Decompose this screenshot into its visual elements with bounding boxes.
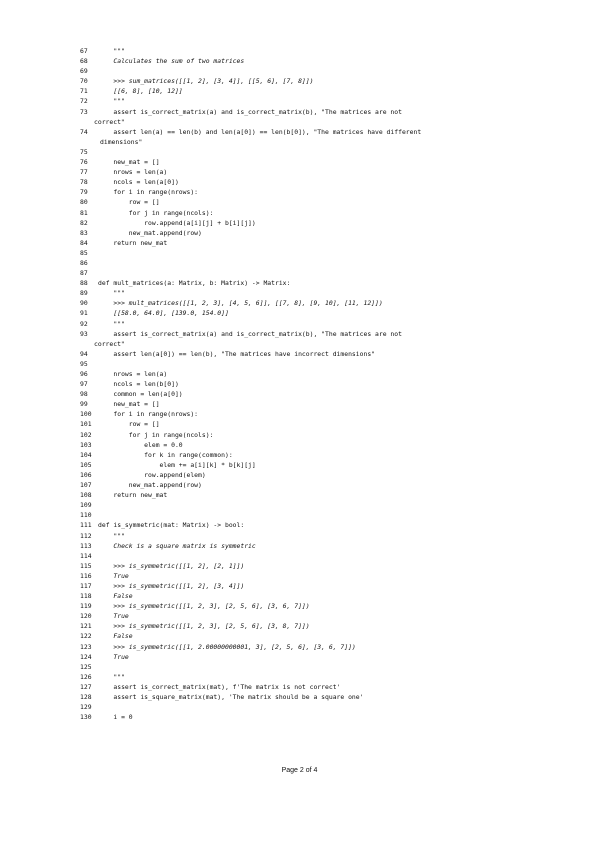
code-text: for k in range(common):: [98, 450, 233, 459]
code-line: [0, 510, 599, 520]
code-line: [0, 561, 599, 571]
code-line: [0, 268, 599, 278]
code-text: ncols = len(a[0]): [98, 178, 179, 187]
line-number: 129: [80, 703, 92, 712]
line-number: 107: [80, 481, 92, 490]
code-text: Check is a square matrix is symmetric: [98, 541, 256, 550]
line-number: 99: [80, 400, 88, 409]
code-line: [0, 177, 599, 187]
code-line: [0, 319, 599, 329]
code-line: [0, 500, 599, 510]
line-number: 92: [80, 319, 88, 328]
line-number: 130: [80, 713, 92, 722]
code-text: """: [98, 97, 125, 106]
code-text: correct": [94, 339, 125, 348]
code-line: [0, 86, 599, 96]
line-number: 102: [80, 430, 92, 439]
code-line: [0, 460, 599, 470]
code-line: [0, 581, 599, 591]
line-number: 112: [80, 531, 92, 540]
line-number: 88: [80, 279, 88, 288]
code-text: nrows = len(a): [98, 168, 168, 177]
code-text: for j in range(ncols):: [98, 430, 214, 439]
code-text: assert len(a) == len(b) and len(a[0]) == len(b[0]), "The matrices have different: [98, 127, 422, 136]
code-line: [0, 631, 599, 641]
line-number: 96: [80, 370, 88, 378]
code-line: [0, 702, 599, 712]
code-line: [0, 430, 599, 440]
code-text: def mult_matrices(a: Matrix, b: Matrix) -> Matrix:: [98, 279, 291, 288]
line-number: 87: [80, 269, 88, 278]
line-number: 78: [80, 178, 88, 187]
code-text: [[6, 8], [10, 12]]: [98, 87, 183, 96]
code-line: [0, 621, 599, 631]
line-number: 86: [80, 258, 88, 267]
code-text: row.append(a[i][j] + b[i][j]): [98, 218, 256, 227]
code-text: >>> is_symmetric([[1, 2], [3, 4]]): [98, 581, 245, 590]
code-line: [0, 248, 599, 258]
code-text: new_mat = []: [98, 158, 160, 167]
line-number: 116: [80, 571, 92, 580]
code-text: """: [98, 672, 125, 681]
code-text: False: [98, 592, 133, 601]
code-line: [0, 490, 599, 500]
line-number: 74: [80, 127, 88, 136]
code-line: [0, 419, 599, 429]
code-text: >>> sum_matrices([[1, 2], [3, 4]], [[5, 6], [7, 8]]): [98, 77, 314, 86]
code-line: [0, 167, 599, 177]
code-text: assert is_correct_matrix(mat), f'The matrix is not correct': [98, 682, 341, 691]
line-number: 83: [80, 228, 88, 237]
line-number: 68: [80, 57, 88, 66]
code-text: [[58.0, 64.0], [139.0, 154.0]]: [98, 309, 229, 318]
code-text: assert is_correct_matrix(a) and is_correct_matrix(b), "The matrices are not: [98, 107, 402, 116]
code-line: [0, 440, 599, 450]
line-number: 101: [80, 420, 92, 429]
code-line: [0, 409, 599, 419]
code-text: for i in range(nrows):: [98, 410, 199, 419]
code-line: [0, 652, 599, 662]
code-text: row.append(elem): [98, 470, 206, 479]
line-number: 76: [80, 158, 88, 167]
code-text: elem += a[i][k] * b[k][j]: [98, 460, 256, 469]
line-number: 79: [80, 188, 88, 197]
code-text: dimensions": [100, 137, 143, 146]
code-line: [0, 551, 599, 561]
line-number: 100: [80, 410, 92, 419]
code-text: for j in range(ncols):: [98, 208, 214, 217]
code-line: [0, 147, 599, 157]
line-number: 115: [80, 561, 92, 570]
line-number: 106: [80, 470, 92, 479]
code-text: >>> is_symmetric([[1, 2, 3], [2, 5, 6], [3, 6, 7]]): [98, 602, 310, 611]
line-number: 105: [80, 460, 92, 469]
code-text: elem = 0.0: [98, 440, 183, 449]
code-line: [0, 470, 599, 480]
line-number: 72: [80, 97, 88, 106]
line-number: 120: [80, 612, 92, 621]
line-number: 97: [80, 380, 88, 389]
code-text: """: [98, 319, 125, 328]
code-line: [0, 672, 599, 682]
code-text: True: [98, 571, 129, 580]
code-line: [0, 349, 599, 359]
code-line: [0, 642, 599, 652]
line-number: 111: [80, 521, 92, 530]
code-text: >>> mult_matrices([[1, 2, 3], [4, 5, 6]], [[7, 8], [9, 10], [11, 12]]): [98, 299, 383, 308]
line-number: 93: [80, 329, 88, 338]
code-text: assert is_square_matrix(mat), 'The matrix should be a square one': [98, 693, 364, 701]
code-line: [0, 56, 599, 66]
line-number: 125: [80, 662, 92, 671]
code-line: [0, 682, 599, 692]
line-number: 82: [80, 218, 88, 227]
code-line: [0, 480, 599, 490]
line-number: 128: [80, 693, 92, 701]
line-number: 119: [80, 602, 92, 611]
line-number: 85: [80, 248, 88, 257]
code-text: i = 0: [98, 713, 133, 722]
code-line: [0, 571, 599, 581]
line-number: 75: [80, 147, 88, 156]
code-text: >>> is_symmetric([[1, 2, 3], [2, 5, 6], [3, 8, 7]]): [98, 622, 310, 631]
code-text: """: [98, 289, 125, 298]
code-line: [0, 46, 599, 56]
code-text: assert is_correct_matrix(a) and is_correct_matrix(b), "The matrices are not: [98, 329, 402, 338]
line-number: 84: [80, 238, 88, 247]
code-line: [0, 531, 599, 541]
line-number: 127: [80, 682, 92, 691]
code-line: [0, 288, 599, 298]
code-line: [0, 66, 599, 76]
code-text: False: [98, 632, 133, 641]
code-text: new_mat = []: [98, 400, 160, 409]
code-line: [0, 712, 599, 722]
code-text: return new_mat: [98, 238, 168, 247]
code-text: """: [98, 47, 125, 55]
line-number: 69: [80, 67, 88, 76]
line-number: 114: [80, 551, 92, 560]
code-text: correct": [94, 117, 125, 126]
line-number: 89: [80, 289, 88, 298]
code-text: new_mat.append(row): [98, 481, 202, 490]
code-line: [0, 399, 599, 409]
code-text: def is_symmetric(mat: Matrix) -> bool:: [98, 521, 245, 530]
code-line: [0, 208, 599, 218]
code-text: nrows = len(a): [98, 370, 168, 378]
line-number: 110: [80, 511, 92, 520]
code-text: True: [98, 652, 129, 661]
code-text: True: [98, 612, 129, 621]
code-text: for i in range(nrows):: [98, 188, 199, 197]
code-line: [0, 339, 599, 349]
code-text: ncols = len(b[0]): [98, 380, 179, 389]
code-text: new_mat.append(row): [98, 228, 202, 237]
code-line: [0, 611, 599, 621]
line-number: 121: [80, 622, 92, 631]
page-number: Page 2 of 4: [281, 767, 318, 774]
code-line: [0, 76, 599, 86]
line-number: 118: [80, 592, 92, 601]
line-number: 67: [80, 47, 88, 55]
code-line: [0, 117, 599, 127]
line-number: 95: [80, 359, 88, 368]
code-text: row = []: [98, 420, 160, 429]
code-text: >>> is_symmetric([[1, 2.00000000001, 3], [2, 5, 6], [3, 6, 7]]): [98, 642, 356, 651]
line-number: 103: [80, 440, 92, 449]
line-number: 126: [80, 672, 92, 681]
code-line: [0, 662, 599, 672]
code-line: [0, 258, 599, 268]
line-number: 117: [80, 581, 92, 590]
code-line: [0, 238, 599, 248]
code-line: [0, 601, 599, 611]
code-line: [0, 520, 599, 530]
code-line: [0, 197, 599, 207]
code-line: [0, 218, 599, 228]
code-line: [0, 228, 599, 238]
line-number: 123: [80, 642, 92, 651]
code-line: [0, 692, 599, 702]
line-number: 108: [80, 491, 92, 500]
code-line: [0, 359, 599, 369]
line-number: 90: [80, 299, 88, 308]
line-number: 91: [80, 309, 88, 318]
code-text: row = []: [98, 198, 160, 207]
code-text: """: [98, 531, 125, 540]
code-line: [0, 369, 599, 379]
code-text: common = len(a[0]): [98, 390, 183, 399]
code-line: [0, 329, 599, 339]
line-number: 98: [80, 390, 88, 399]
line-number: 94: [80, 349, 88, 358]
line-number: 113: [80, 541, 92, 550]
line-number: 124: [80, 652, 92, 661]
code-line: [0, 278, 599, 288]
code-line: [0, 96, 599, 106]
line-number: 81: [80, 208, 88, 217]
line-number: 70: [80, 77, 88, 86]
code-text: assert len(a[0]) == len(b), "The matrices have incorrect dimensions": [98, 349, 376, 358]
line-number: 122: [80, 632, 92, 641]
code-line: [0, 157, 599, 167]
code-line: [0, 389, 599, 399]
line-number: 77: [80, 168, 88, 177]
code-line: [0, 107, 599, 117]
code-text: >>> is_symmetric([[1, 2], [2, 1]]): [98, 561, 245, 570]
code-line: [0, 379, 599, 389]
line-number: 104: [80, 450, 92, 459]
line-number: 80: [80, 198, 88, 207]
line-number: 71: [80, 87, 88, 96]
code-line: [0, 127, 599, 137]
line-number: 109: [80, 501, 92, 510]
code-line: [0, 137, 599, 147]
code-line: [0, 187, 599, 197]
code-line: [0, 308, 599, 318]
code-text: Calculates the sum of two matrices: [98, 57, 245, 66]
code-line: [0, 541, 599, 551]
code-line: [0, 591, 599, 601]
line-number: 73: [80, 107, 88, 116]
code-listing: [0, 46, 599, 722]
code-text: return new_mat: [98, 491, 168, 500]
code-line: [0, 298, 599, 308]
code-line: [0, 450, 599, 460]
